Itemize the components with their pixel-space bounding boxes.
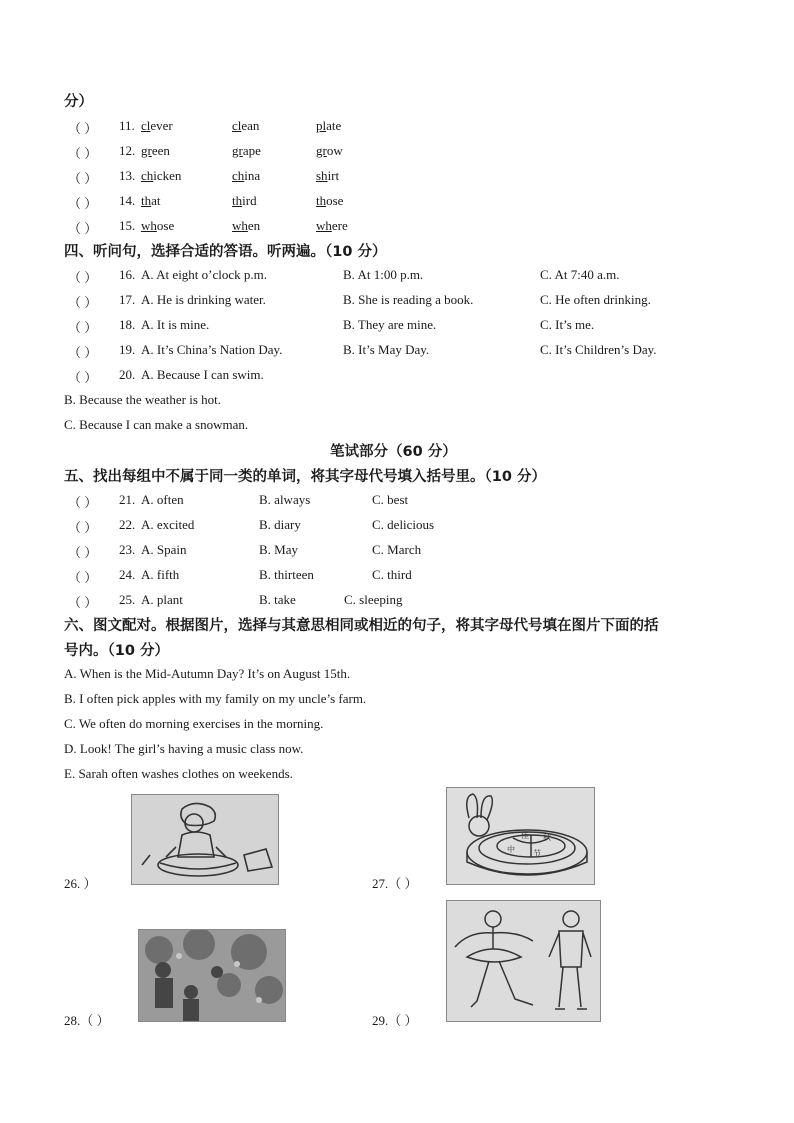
picture-picking-apples [138,929,286,1022]
option-c: C. It’s me. [540,317,595,332]
answer-paren[interactable]: （ ） [68,570,98,585]
option-c: C. Because I can make a snowman. [64,417,249,432]
option-b: B. take [259,592,296,607]
written-part-title: 笔试部分（60 分） [330,444,457,460]
option-a: A. plant [141,592,183,607]
answer-paren[interactable]: （ ） [68,295,98,310]
mooncake-char: 秋 [543,833,551,842]
question-number: 25. [119,592,136,607]
option-c: C. best [372,492,409,507]
option-a: A. excited [141,517,195,532]
section-4-title: 四、听问句，选择合适的答语。听两遍。（10 分） [64,244,387,260]
sentence-option: B. I often pick apples with my family on my uncle’s farm. [64,691,367,706]
mooncake-char: 节 [533,849,541,858]
phonics-word: where [316,218,348,233]
option-a: A. Spain [141,542,187,557]
picture-mooncake [446,787,595,885]
option-a: A. often [141,492,184,507]
question-number: 22. [119,517,136,532]
picture-dance-class [446,900,601,1022]
option-b: B. Because the weather is hot. [64,392,222,407]
answer-paren[interactable]: （ ） [68,196,98,211]
option-b: B. thirteen [259,567,314,582]
answer-paren[interactable]: （ ） [68,495,98,510]
option-a: A. It’s China’s Nation Day. [141,342,283,357]
phonics-word: chicken [141,168,182,183]
question-number: 21. [119,492,136,507]
section-6-title-line1: 六、图文配对。根据图片，选择与其意思相同或相近的句子，将其字母代号填在图片下面的括 [64,618,659,634]
answer-paren[interactable]: （ ） [68,370,98,385]
phonics-word: china [232,168,261,183]
answer-paren[interactable]: （ ） [68,270,98,285]
option-b: B. They are mine. [343,317,437,332]
question-number: 18. [119,317,136,332]
question-number: 23. [119,542,136,557]
question-number: 24. [119,567,136,582]
option-b: B. diary [259,517,301,532]
phonics-word: grape [232,143,261,158]
phonics-word: clean [232,118,260,133]
option-c: C. He often drinking. [540,292,651,307]
option-c: C. sleeping [344,592,403,607]
option-c: C. March [372,542,422,557]
phonics-word: shirt [316,168,340,183]
answer-paren[interactable]: （ ） [68,545,98,560]
mooncake-char: 中 [507,845,515,854]
phonics-word: those [316,193,344,208]
answer-paren[interactable]: （ ） [68,320,98,335]
phonics-word: that [141,193,161,208]
answer-paren[interactable]: （ ） [68,171,98,186]
phonics-word: clever [141,118,173,133]
question-number: 12. [119,143,136,158]
option-c: C. At 7:40 a.m. [540,267,620,282]
answer-paren[interactable]: （ ） [68,595,98,610]
answer-paren[interactable]: （ ） [68,520,98,535]
answer-paren[interactable]: （ ） [68,146,98,161]
question-number: 19. [119,342,136,357]
question-number: 16. [119,267,136,282]
sentence-option: E. Sarah often washes clothes on weekends. [64,766,293,781]
answer-paren[interactable]: （ ） [68,345,98,360]
option-c: C. It’s Children’s Day. [540,342,657,357]
option-a: A. At eight o’clock p.m. [141,267,268,282]
mooncake-char: 佳 [521,831,529,840]
phonics-word: whose [141,218,175,233]
phonics-word: third [232,193,257,208]
sentence-option: A. When is the Mid-Autumn Day? It’s on August 15th. [64,666,351,681]
picture-label-28[interactable]: 28.（ ） [64,1013,110,1028]
sentence-option: D. Look! The girl’s having a music class now. [64,741,304,756]
picture-label-29[interactable]: 29.（ ） [372,1013,418,1028]
answer-paren[interactable]: （ ） [68,121,98,136]
option-b: B. It’s May Day. [343,342,430,357]
phonics-word: green [141,143,170,158]
phonics-word: plate [316,118,342,133]
picture-washing-clothes [131,794,279,885]
question-number: 17. [119,292,136,307]
question-number: 11. [119,118,135,133]
question-number: 13. [119,168,136,183]
option-a: A. It is mine. [141,317,210,332]
question-number: 15. [119,218,136,233]
option-c: C. third [372,567,412,582]
option-a: A. Because I can swim. [141,367,264,382]
continued-points: 分） [64,94,93,110]
section-5-title: 五、找出每组中不属于同一类的单词，将其字母代号填入括号里。（10 分） [64,469,546,485]
option-b: B. always [259,492,311,507]
option-b: B. May [259,542,298,557]
question-number: 14. [119,193,136,208]
phonics-word: grow [316,143,343,158]
phonics-word: when [232,218,261,233]
option-a: A. fifth [141,567,180,582]
sentence-option: C. We often do morning exercises in the morning. [64,716,324,731]
option-c: C. delicious [372,517,435,532]
section-6-title-line2: 号内。（10 分） [64,643,169,659]
question-number: 20. [119,367,136,382]
picture-label-27[interactable]: 27.（ ） [372,876,418,891]
option-b: B. She is reading a book. [343,292,474,307]
answer-paren[interactable]: （ ） [68,221,98,236]
option-a: A. He is drinking water. [141,292,266,307]
option-b: B. At 1:00 p.m. [343,267,424,282]
picture-label-26[interactable]: 26. ） [64,876,97,891]
